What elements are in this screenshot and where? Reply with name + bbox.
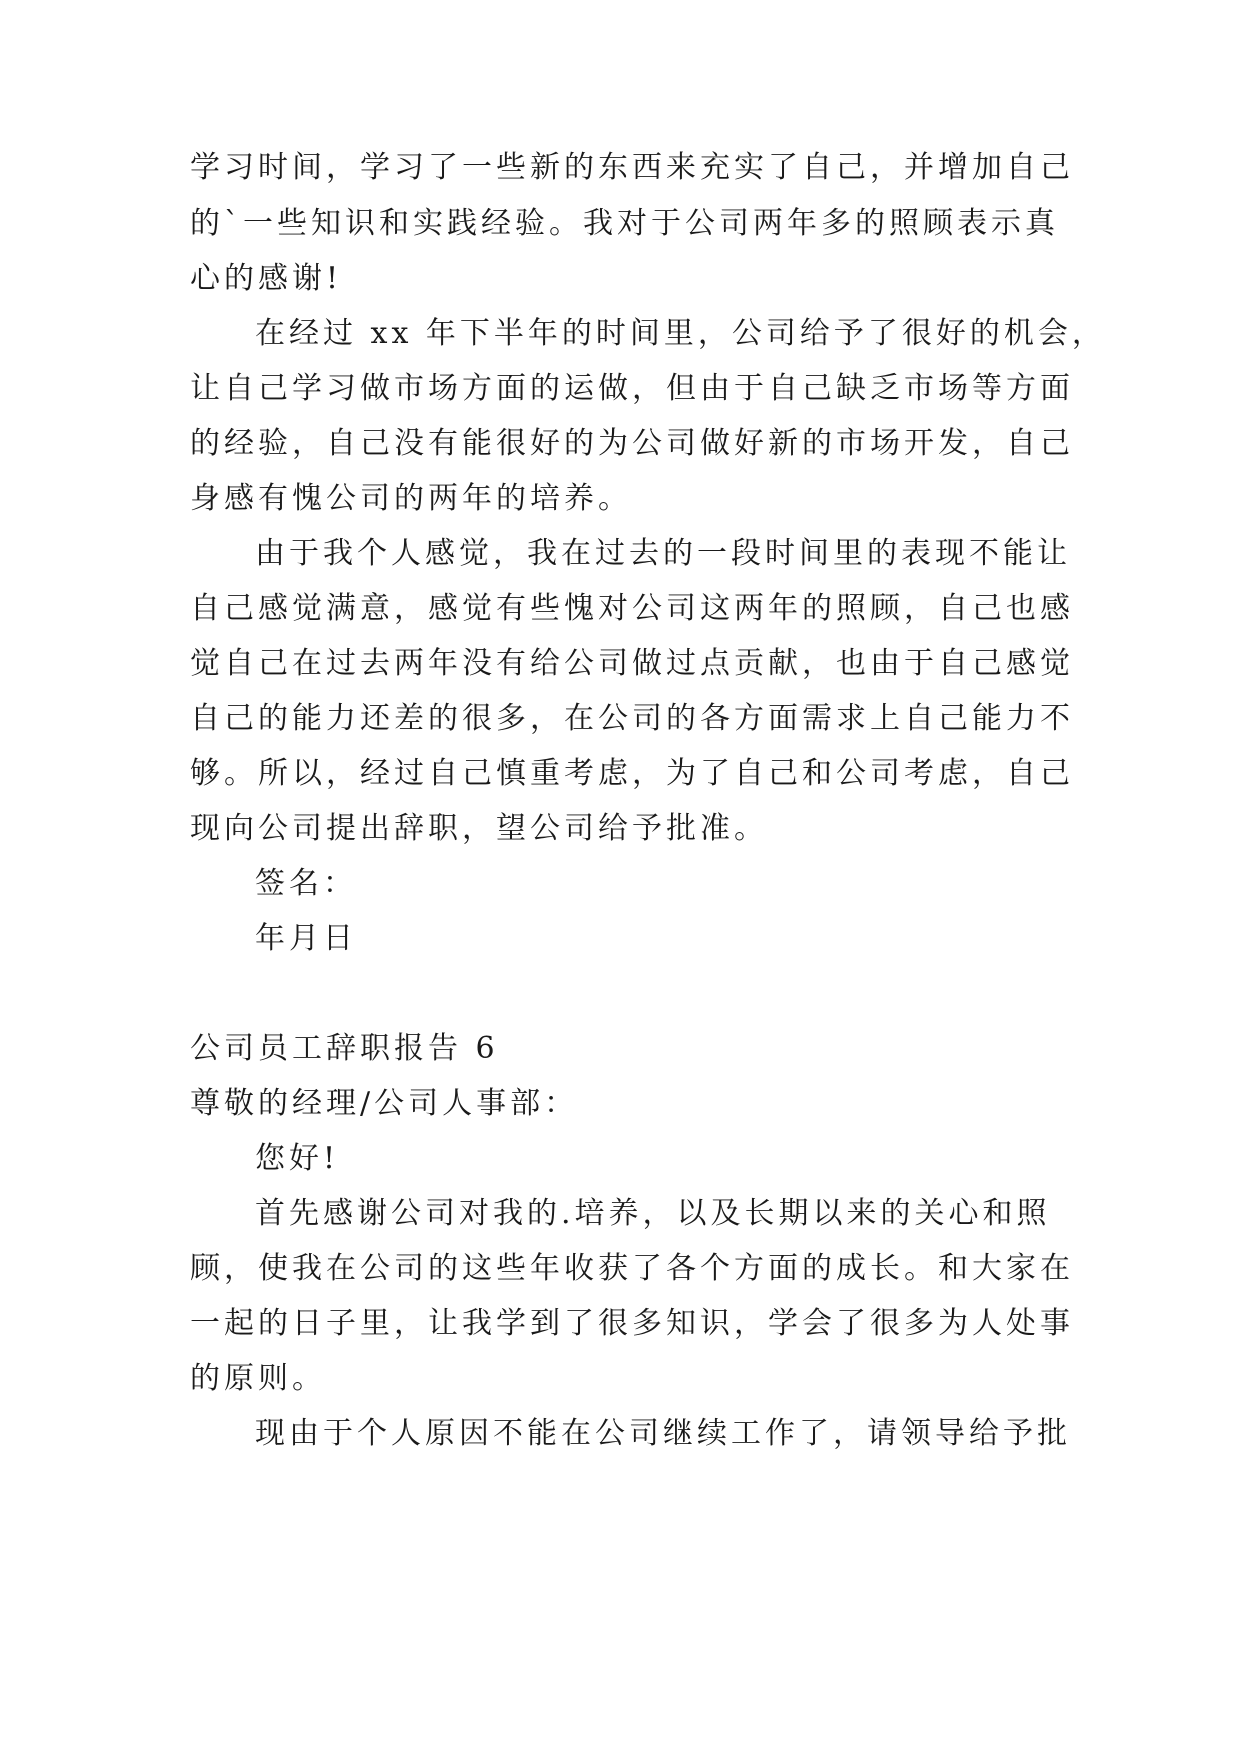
text-line: 的`一些知识和实践经验。我对于公司两年多的照顾表示真 bbox=[190, 206, 1059, 241]
text-line: 现由于个人原因不能在公司继续工作了，请领导给予批 bbox=[255, 1416, 1071, 1451]
section-title: 公司员工辞职报告 6 bbox=[190, 1031, 499, 1066]
text-line: 心的感谢! bbox=[190, 261, 343, 296]
date-label: 年月日 bbox=[255, 921, 357, 956]
text-line: 学习时间，学习了一些新的东西来充实了自己，并增加自己 bbox=[190, 150, 1074, 185]
salutation: 尊敬的经理/公司人事部： bbox=[190, 1086, 579, 1121]
text-line: 现向公司提出辞职，望公司给予批准。 bbox=[190, 811, 768, 846]
text-line: 够。所以，经过自己慎重考虑，为了自己和公司考虑，自己 bbox=[190, 756, 1074, 791]
greeting: 您好! bbox=[255, 1141, 340, 1176]
text-line: 让自己学习做市场方面的运做，但由于自己缺乏市场等方面 bbox=[190, 371, 1074, 406]
text-line: 的经验，自己没有能很好的为公司做好新的市场开发，自己 bbox=[190, 426, 1074, 461]
text-line: 由于我个人感觉，我在过去的一段时间里的表现不能让 bbox=[255, 536, 1071, 571]
text-line: 自己感觉满意，感觉有些愧对公司这两年的照顾，自己也感 bbox=[190, 591, 1074, 626]
text-line: 一起的日子里，让我学到了很多知识，学会了很多为人处事 bbox=[190, 1306, 1074, 1341]
text-line: 首先感谢公司对我的.培养，以及长期以来的关心和照 bbox=[255, 1196, 1051, 1231]
text-line: 身感有愧公司的两年的培养。 bbox=[190, 481, 632, 516]
text-line: 自己的能力还差的很多，在公司的各方面需求上自己能力不 bbox=[190, 701, 1074, 736]
signature-label: 签名： bbox=[255, 866, 357, 901]
text-line: 的原则。 bbox=[190, 1361, 326, 1396]
text-line: 顾，使我在公司的这些年收获了各个方面的成长。和大家在 bbox=[190, 1251, 1074, 1286]
text-line: 觉自己在过去两年没有给公司做过点贡献，也由于自己感觉 bbox=[190, 646, 1074, 681]
text-line: 在经过 xx 年下半年的时间里，公司给予了很好的机会， bbox=[255, 316, 1106, 351]
